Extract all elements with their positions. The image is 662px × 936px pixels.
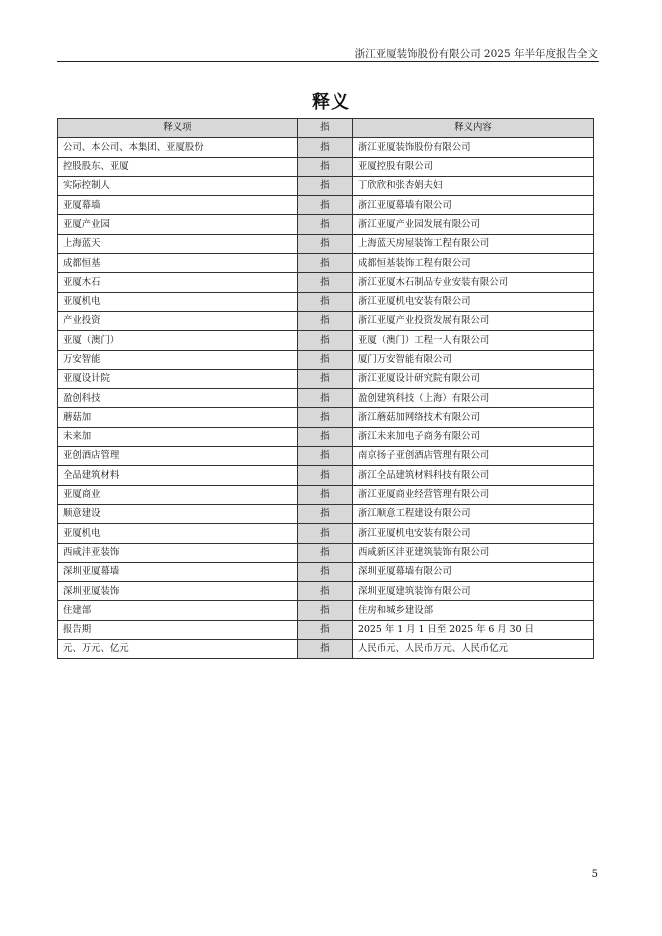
table-row: [58, 234, 594, 253]
table-row: [58, 254, 594, 273]
term-cell: 深圳亚厦装饰: [58, 582, 298, 601]
table-row: [58, 292, 594, 311]
table-row: [58, 447, 594, 466]
header-rule: [57, 61, 599, 62]
running-header: 浙江亚厦装饰股份有限公司 2025 年半年度报告全文: [354, 48, 598, 60]
mid-cell: 指: [298, 273, 353, 292]
definition-cell: 浙江亚厦产业园发展有限公司: [353, 215, 594, 234]
definition-cell: 南京扬子亚创酒店管理有限公司: [353, 447, 594, 466]
term-cell: 亚厦商业: [58, 485, 298, 504]
definition-cell: 浙江亚厦装饰股份有限公司: [353, 138, 594, 157]
table-row: [58, 138, 594, 157]
term-cell: 亚厦幕墙: [58, 196, 298, 215]
table-row: [58, 640, 594, 659]
header-term: 释义项: [58, 119, 298, 138]
definitions-table-body: [58, 138, 594, 659]
mid-cell: 指: [298, 311, 353, 330]
term-cell: 全品建筑材料: [58, 466, 298, 485]
mid-cell: 指: [298, 215, 353, 234]
header-mid: 指: [298, 119, 353, 138]
table-row: [58, 215, 594, 234]
table-row: [58, 562, 594, 581]
definition-cell: 丁欣欣和张杏娟夫妇: [353, 176, 594, 195]
table-row: [58, 620, 594, 639]
definition-cell: 上海蓝天房屋装饰工程有限公司: [353, 234, 594, 253]
term-cell: 盈创科技: [58, 389, 298, 408]
mid-cell: 指: [298, 331, 353, 350]
term-cell: 亚厦（澳门）: [58, 331, 298, 350]
definition-cell: 浙江亚厦机电安装有限公司: [353, 524, 594, 543]
definition-cell: 深圳亚厦建筑装饰有限公司: [353, 582, 594, 601]
table-row: [58, 466, 594, 485]
definition-cell: 浙江亚厦幕墙有限公司: [353, 196, 594, 215]
term-cell: 顺意建设: [58, 504, 298, 523]
term-cell: 亚厦产业园: [58, 215, 298, 234]
term-cell: 蘑菇加: [58, 408, 298, 427]
mid-cell: 指: [298, 504, 353, 523]
mid-cell: 指: [298, 234, 353, 253]
term-cell: 西咸沣亚装饰: [58, 543, 298, 562]
mid-cell: 指: [298, 543, 353, 562]
definition-cell: 人民币元、人民币万元、人民币亿元: [353, 640, 594, 659]
mid-cell: 指: [298, 524, 353, 543]
table-row: [58, 350, 594, 369]
table-row: [58, 543, 594, 562]
term-cell: 实际控制人: [58, 176, 298, 195]
mid-cell: 指: [298, 582, 353, 601]
definition-cell: 浙江亚厦机电安装有限公司: [353, 292, 594, 311]
definition-cell: 亚厦（澳门）工程一人有限公司: [353, 331, 594, 350]
term-cell: 报告期: [58, 620, 298, 639]
table-row: [58, 196, 594, 215]
table-row: [58, 157, 594, 176]
term-cell: 深圳亚厦幕墙: [58, 562, 298, 581]
definition-cell: 浙江蘑菇加网络技术有限公司: [353, 408, 594, 427]
mid-cell: 指: [298, 350, 353, 369]
mid-cell: 指: [298, 292, 353, 311]
term-cell: 亚厦机电: [58, 524, 298, 543]
header-definition: 释义内容: [353, 119, 594, 138]
definition-cell: 深圳亚厦幕墙有限公司: [353, 562, 594, 581]
table-row: [58, 524, 594, 543]
mid-cell: 指: [298, 138, 353, 157]
term-cell: 亚厦设计院: [58, 369, 298, 388]
table-row: [58, 601, 594, 620]
definitions-table: [57, 118, 594, 659]
table-row: [58, 485, 594, 504]
table-row: [58, 369, 594, 388]
table-row: [58, 311, 594, 330]
definition-cell: 2025 年 1 月 1 日至 2025 年 6 月 30 日: [353, 620, 594, 639]
definition-cell: 浙江顺意工程建设有限公司: [353, 504, 594, 523]
mid-cell: 指: [298, 254, 353, 273]
term-cell: 成都恒基: [58, 254, 298, 273]
table-row: [58, 408, 594, 427]
term-cell: 上海蓝天: [58, 234, 298, 253]
definition-cell: 盈创建筑科技（上海）有限公司: [353, 389, 594, 408]
term-cell: 公司、本公司、本集团、亚厦股份: [58, 138, 298, 157]
table-row: [58, 176, 594, 195]
definition-cell: 住房和城乡建设部: [353, 601, 594, 620]
mid-cell: 指: [298, 369, 353, 388]
term-cell: 控股股东、亚厦: [58, 157, 298, 176]
table-row: [58, 504, 594, 523]
table-row: [58, 427, 594, 446]
table-header-row: [58, 119, 594, 138]
mid-cell: 指: [298, 466, 353, 485]
mid-cell: 指: [298, 176, 353, 195]
mid-cell: 指: [298, 640, 353, 659]
mid-cell: 指: [298, 408, 353, 427]
term-cell: 未来加: [58, 427, 298, 446]
table-row: [58, 273, 594, 292]
term-cell: 产业投资: [58, 311, 298, 330]
definition-cell: 厦门万安智能有限公司: [353, 350, 594, 369]
mid-cell: 指: [298, 562, 353, 581]
term-cell: 住建部: [58, 601, 298, 620]
definition-cell: 西咸新区沣亚建筑装饰有限公司: [353, 543, 594, 562]
definition-cell: 成都恒基装饰工程有限公司: [353, 254, 594, 273]
term-cell: 元、万元、亿元: [58, 640, 298, 659]
mid-cell: 指: [298, 427, 353, 446]
page-title: 释义: [312, 92, 350, 113]
mid-cell: 指: [298, 447, 353, 466]
mid-cell: 指: [298, 620, 353, 639]
definition-cell: 浙江亚厦商业经营管理有限公司: [353, 485, 594, 504]
mid-cell: 指: [298, 157, 353, 176]
term-cell: 亚厦机电: [58, 292, 298, 311]
definition-cell: 浙江亚厦木石制品专业安装有限公司: [353, 273, 594, 292]
definition-cell: 亚厦控股有限公司: [353, 157, 594, 176]
table-row: [58, 582, 594, 601]
definition-cell: 浙江亚厦设计研究院有限公司: [353, 369, 594, 388]
mid-cell: 指: [298, 485, 353, 504]
term-cell: 万安智能: [58, 350, 298, 369]
definition-cell: 浙江亚厦产业投资发展有限公司: [353, 311, 594, 330]
mid-cell: 指: [298, 601, 353, 620]
term-cell: 亚创酒店管理: [58, 447, 298, 466]
page-number: 5: [591, 869, 598, 880]
mid-cell: 指: [298, 196, 353, 215]
table-row: [58, 331, 594, 350]
definition-cell: 浙江未来加电子商务有限公司: [353, 427, 594, 446]
mid-cell: 指: [298, 389, 353, 408]
definition-cell: 浙江全品建筑材料科技有限公司: [353, 466, 594, 485]
table-row: [58, 389, 594, 408]
term-cell: 亚厦木石: [58, 273, 298, 292]
